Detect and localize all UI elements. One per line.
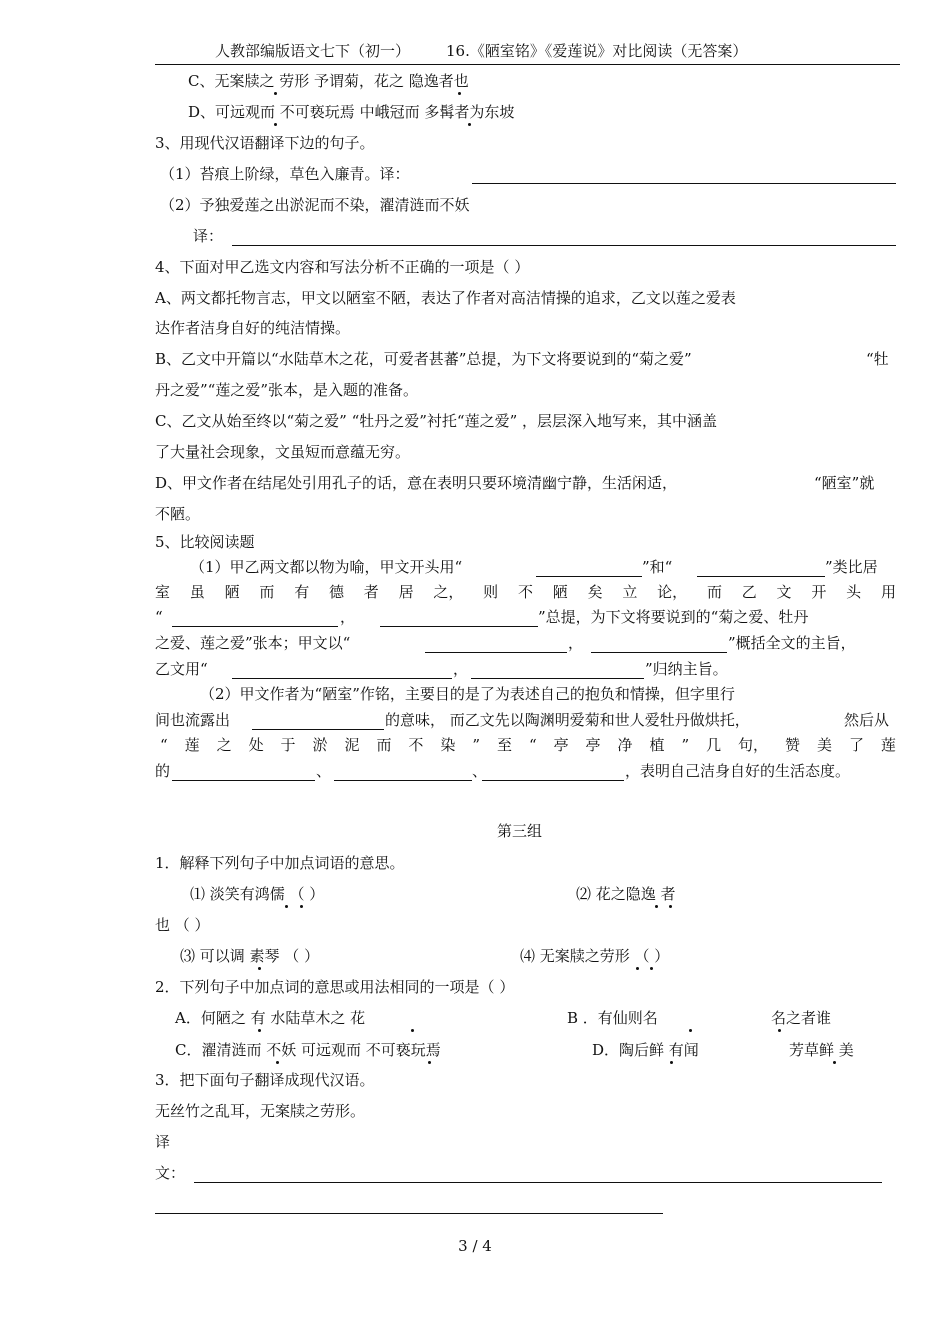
justified-glyph: 莲 [880,736,896,754]
q5-p1-text-a: （1）甲乙两文都以物为喻，甲文开头用“ [190,558,463,576]
q4-option-d-line1: D、甲文作者在结尾处引用孔子的话，意在表明只要环境清幽宁静，生活闲适， [155,474,678,492]
justified-glyph: 亭 [553,736,569,754]
justified-glyph: 立 [622,583,638,601]
justified-glyph: 于 [280,736,296,754]
q2-option-d: D、可远观而 不可亵玩焉 中峨冠而 多髯者为东坡 [188,103,515,121]
emphasis-dot [411,1029,414,1032]
justified-glyph: 莲 [184,736,200,754]
q5-p1-l4-c: ”概括全文的主旨， [728,634,856,652]
emphasis-dot [258,967,261,970]
q3-sentence-2: （2）予独爱莲之出淤泥而不染，濯清涟而不妖 [160,196,470,214]
emphasis-dot [636,967,639,970]
q5-p2-l2-c: 然后从 [844,711,890,729]
justified-glyph: 而 [706,583,722,601]
q5-p1-text-c: ”类比居 [825,558,878,576]
q5-blank-7[interactable] [232,678,452,679]
justified-glyph: 有 [294,583,310,601]
q5-blank-1[interactable] [536,576,642,577]
emphasis-dot [669,905,672,908]
g3-q2-option-c: C．濯清涟而 不妖 可远观而 不可亵玩焉 [175,1041,441,1059]
justified-glyph: 论， [657,583,688,601]
justified-glyph: 陋 [552,583,568,601]
emphasis-dot [650,967,653,970]
q5-p1-l3-b: ， [340,608,356,626]
justified-glyph: 则 [483,583,499,601]
justified-glyph: 至 [496,736,512,754]
justified-glyph: 矣 [587,583,603,601]
justified-glyph: 而 [376,736,392,754]
justified-glyph: 句， [738,736,769,754]
g3-q3-answer-line-2[interactable] [155,1213,663,1214]
page-number: 3 / 4 [458,1237,492,1255]
g3-q2-option-b2: 名之者谁 [771,1009,832,1027]
q5-blank-8[interactable] [471,678,644,679]
justified-glyph: 几 [706,736,722,754]
q5-blank-5[interactable] [425,652,567,653]
q3-answer-line-1[interactable] [472,183,896,184]
justified-glyph: 头 [846,583,862,601]
g3-q1-title: 1．解释下列句子中加点词语的意思。 [155,854,405,872]
emphasis-dot [458,92,461,95]
justified-glyph: 处 [248,736,264,754]
g3-q1-item-1: ⑴ 淡笑有鸿儒 （ ） [190,885,325,903]
g3-q2-option-d2: 芳草鲜 美 [789,1041,854,1059]
q5-p2-l4-d: ，表明自己洁身自好的生活态度。 [625,762,851,780]
justified-glyph: “ [528,736,537,754]
g3-q2-option-b: B ．有仙则名 [567,1009,658,1027]
q5-p1-text-b: ”和“ [642,558,673,576]
emphasis-dot [274,92,277,95]
justified-glyph: 用 [880,583,896,601]
q5-p2-l4-a: 的 [155,762,171,780]
group3-title: 第三组 [497,822,543,840]
q5-p2-l4-b: 、 [316,762,332,780]
g3-q3-label-1: 译 [155,1133,171,1151]
emphasis-dot [276,1061,279,1064]
q5-p1-l4-a: 之爱、莲之爱”张本；甲文以“ [155,634,351,652]
q4-option-c-line1: C、乙文从始至终以“菊之爱” “牡丹之爱”衬托“莲之爱” ，层层深入地写来，其中涵盖 [155,412,718,430]
q5-blank-2[interactable] [697,576,825,577]
justified-glyph: 而 [259,583,275,601]
q4-option-d-right: “陋室”就 [814,474,875,492]
emphasis-dot [300,905,303,908]
g3-q3-title: 3．把下面句子翻译成现代汉语。 [155,1071,375,1089]
g3-q1-item-2-cont: 也 （ ） [155,916,210,934]
justified-glyph: 德 [328,583,344,601]
q3-answer-line-2[interactable] [232,245,896,246]
q4-option-c-line2: 了大量社会现象，文虽短而意蕴无穷。 [155,443,411,461]
justified-glyph: 虽 [189,583,205,601]
justified-glyph: 不 [517,583,533,601]
g3-q1-item-3: ⑶ 可以调 素琴 （ ） [180,947,320,965]
justified-glyph: 赞 [785,736,801,754]
q5-p2-line-3 [160,734,896,756]
emphasis-dot [468,123,471,126]
q4-option-a-line1: A、两文都托物言志，甲文以陋室不陋，表达了作者对高洁情操的追求，乙文以莲之爱表 [155,289,736,307]
header-rule [155,64,900,65]
emphasis-dot [833,1061,836,1064]
q5-p2-line-1: （2）甲文作者为“陋室”作铭，主要目的是了为表述自己的抱负和情操，但字里行 [200,685,735,703]
q5-blank-12[interactable] [482,780,624,781]
g3-q2-option-a: A．何陋之 有 水陆草木之 花 [175,1009,366,1027]
justified-glyph: 净 [617,736,633,754]
emphasis-dot [428,1061,431,1064]
q5-p2-l4-c: 、 [472,762,488,780]
justified-glyph: 美 [816,736,832,754]
q4-option-b-right: “牡 [866,350,889,368]
q3-title: 3、用现代汉语翻译下边的句子。 [155,134,375,152]
q5-blank-9[interactable] [252,729,384,730]
header-left: 人教部编版语文七下（初一） [215,42,411,60]
q5-p1-l5-b: ， [453,660,469,678]
q4-option-a-line2: 达作者洁身自好的纯洁情操。 [155,319,351,337]
q5-p1-l5-c: ”归纳主旨。 [645,660,728,678]
q5-p1-line-2 [155,581,896,603]
emphasis-dot [258,1029,261,1032]
emphasis-dot [778,1029,781,1032]
g3-q3-sentence: 无丝竹之乱耳，无案牍之劳形。 [155,1102,366,1120]
justified-glyph: 亭 [585,736,601,754]
emphasis-dot [274,123,277,126]
page-header [215,40,747,61]
q4-option-d-line2: 不陋。 [155,505,201,523]
q5-blank-3[interactable] [172,626,338,627]
justified-glyph: 之 [216,736,232,754]
emphasis-dot [689,1029,692,1032]
g3-q2-option-d: D．陶后鲜 有闻 [592,1041,699,1059]
justified-glyph: 室 [155,583,171,601]
justified-glyph: 了 [848,736,864,754]
q5-p2-l2-b: 的意味， 而乙文先以陶渊明爱菊和世人爱牡丹做烘托， [385,711,750,729]
justified-glyph: 开 [811,583,827,601]
justified-glyph: 植 [649,736,665,754]
q5-blank-10[interactable] [172,780,315,781]
q5-title: 5、比较阅读题 [155,533,255,551]
q4-option-b-line2: 丹之爱”“莲之爱”张本，是入题的准备。 [155,381,419,399]
justified-glyph: 淤 [312,736,328,754]
q4-title: 4、下面对甲乙选文内容和写法分析不正确的一项是（ ） [155,258,530,276]
justified-glyph: 陋 [224,583,240,601]
q5-p1-l3-c: ”总提，为下文将要说到的“菊之爱、牡丹 [538,608,809,626]
g3-q3-answer-line-1[interactable] [194,1182,882,1183]
justified-glyph: 泥 [344,736,360,754]
g3-q1-item-4: ⑷ 无案牍之劳形 （ ） [520,947,670,965]
justified-glyph: 不 [408,736,424,754]
q5-p1-l5-a: 乙文用“ [155,660,208,678]
emphasis-dot [285,905,288,908]
justified-glyph: ” [681,736,690,754]
q5-p1-l4-b: ， [568,634,584,652]
q5-p2-l2-a: 间也流露出 [155,711,231,729]
header-right: 16.《陋室铭》《爱莲说》对比阅读（无答案） [446,42,748,60]
justified-glyph: 者 [363,583,379,601]
q3-sentence-1: （1）苔痕上阶绿，草色入廉青。译： [160,165,410,183]
justified-glyph: 乙 [741,583,757,601]
q5-p1-l3-a: “ [155,608,163,626]
q5-blank-4[interactable] [380,626,538,627]
g3-q1-item-2: ⑵ 花之隐逸 者 [576,885,676,903]
g3-q2-title: 2．下列句子中加点词的意思或用法相同的一项是（ ） [155,978,515,996]
q2-option-c: C、无案牍之 劳形 予谓菊，花之 隐逸者也 [188,72,469,90]
justified-glyph: 染 [440,736,456,754]
justified-glyph: 居 [398,583,414,601]
g3-q3-label-2: 文： [155,1164,186,1182]
emphasis-dot [670,1061,673,1064]
q5-blank-11[interactable] [334,780,472,781]
justified-glyph: “ [160,736,168,754]
q5-blank-6[interactable] [591,652,727,653]
justified-glyph: 文 [776,583,792,601]
q3-translate-label: 译： [193,227,224,245]
justified-glyph: 之， [433,583,464,601]
q4-option-b-line1: B、乙文中开篇以“水陆草木之花，可爱者甚蕃”总提，为下文将要说到的“菊之爱” [155,350,692,368]
emphasis-dot [655,905,658,908]
justified-glyph: ” [472,736,481,754]
